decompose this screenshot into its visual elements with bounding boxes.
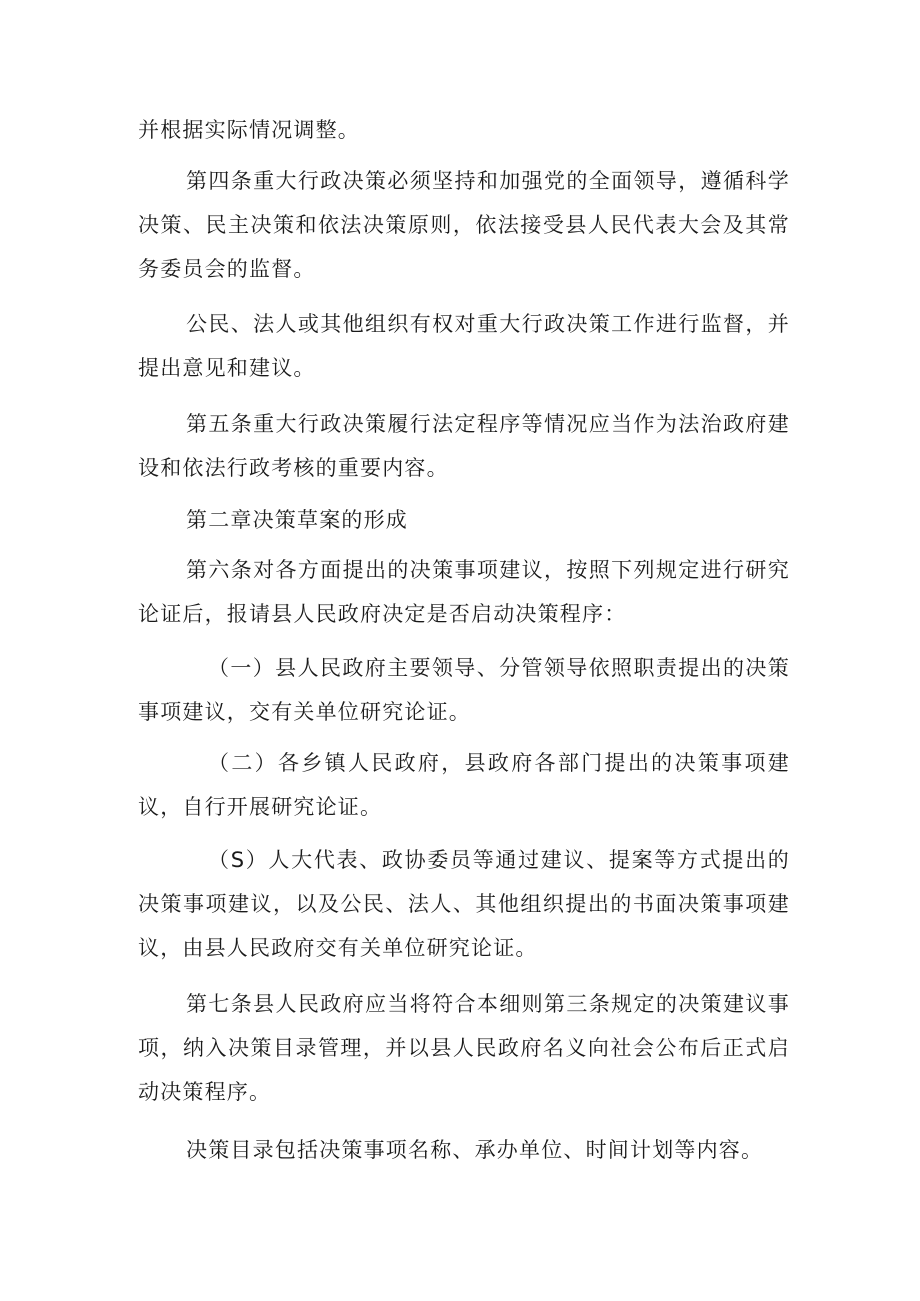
- paragraph-article-6: 第六条对各方面提出的决策事项建议，按照下列规定进行研究论证后，报请县人民政府决定是否启动决策程序：: [138, 558, 790, 626]
- paragraph-continuation: 并根据实际情况调整。: [138, 118, 360, 142]
- paragraph-article-5: 第五条重大行政决策履行法定程序等情况应当作为法治政府建设和依法行政考核的重要内容。: [138, 412, 790, 480]
- paragraph-public-supervision: 公民、法人或其他组织有权对重大行政决策工作进行监督，并提出意见和建议。: [138, 312, 790, 380]
- paragraph-article-4: 第四条重大行政决策必须坚持和加强党的全面领导，遵循科学决策、民主决策和依法决策原则，依法接受县人民代表大会及其常务委员会的监督。: [138, 169, 790, 281]
- paragraph-article-7: 第七条县人民政府应当将符合本细则第三条规定的决策建议事项，纳入决策目录管理，并以县人民政府名义向社会公布后正式启动决策程序。: [138, 992, 790, 1104]
- paragraph-item-3: （S）人大代表、政协委员等通过建议、提案等方式提出的决策事项建议，以及公民、法人、其他组织提出的书面决策事项建议，由县人民政府交有关单位研究论证。: [138, 848, 790, 960]
- paragraph-item-2: （二）各乡镇人民政府，县政府各部门提出的决策事项建议，自行开展研究论证。: [138, 751, 790, 819]
- paragraph-item-1: （一）县人民政府主要领导、分管领导依照职责提出的决策事项建议，交有关单位研究论证。: [138, 656, 790, 724]
- paragraph-decision-catalog: 决策目录包括决策事项名称、承办单位、时间计划等内容。: [186, 1138, 764, 1162]
- chapter-heading: 第二章决策草案的形成: [186, 508, 408, 532]
